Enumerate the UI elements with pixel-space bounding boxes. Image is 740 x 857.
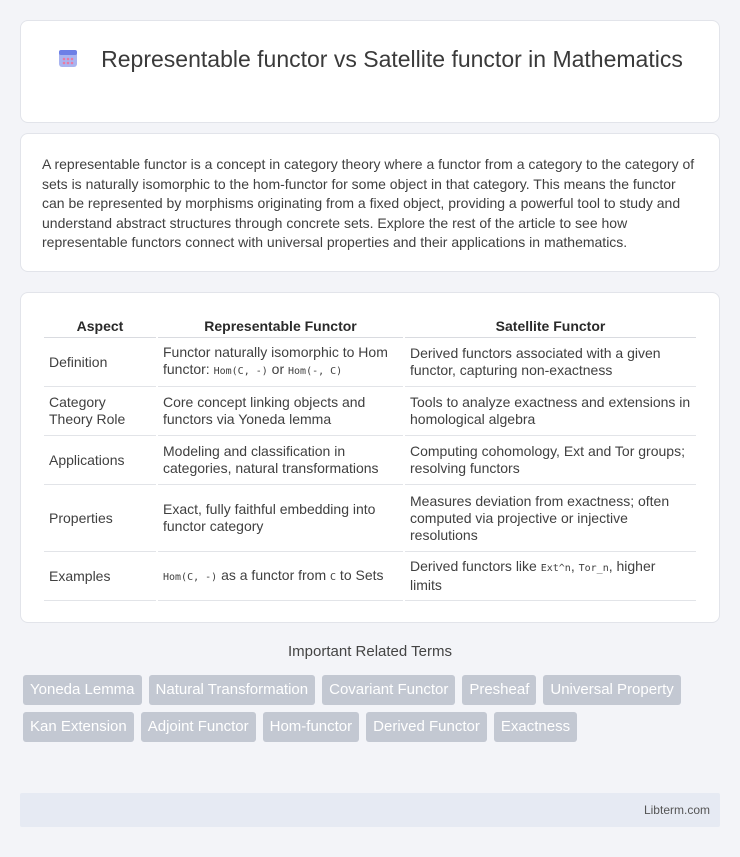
column-header-aspect: Aspect xyxy=(44,316,156,338)
tag-kan-extension[interactable]: Kan Extension xyxy=(23,712,134,742)
related-terms-heading: Important Related Terms xyxy=(288,643,452,660)
column-header-representable: Representable Functor xyxy=(158,316,403,338)
table-header-row xyxy=(44,316,696,338)
satellite-cell: Measures deviation from exactness; often computed via projective or injective resolutions xyxy=(405,485,696,552)
column-header-satellite: Satellite Functor xyxy=(405,316,696,338)
cell-text: or xyxy=(267,361,289,377)
footer-site-link[interactable]: Libterm.com xyxy=(643,803,710,817)
tag-hom-functor[interactable]: Hom-functor xyxy=(263,712,360,742)
aspect-cell: Applications xyxy=(44,436,156,485)
satellite-cell: Tools to analyze exactness and extensions in homological algebra xyxy=(405,387,696,436)
aspect-cell: Examples xyxy=(44,552,156,601)
tag-presheaf[interactable]: Presheaf xyxy=(462,675,536,705)
table-row xyxy=(44,552,696,601)
page-title: Representable functor vs Satellite functor in Mathematics xyxy=(101,46,683,72)
table-row xyxy=(44,485,696,552)
code-text: Hom(C, -) xyxy=(163,571,218,583)
related-terms-list xyxy=(23,675,713,742)
title-card xyxy=(20,20,720,123)
code-text: Tor_n xyxy=(578,563,609,574)
cell-text: , xyxy=(570,558,579,574)
tag-exactness[interactable]: Exactness xyxy=(494,712,577,742)
page-title-row xyxy=(21,45,719,74)
tag-covariant-functor[interactable]: Covariant Functor xyxy=(322,675,455,705)
aspect-cell: Category Theory Role xyxy=(44,387,156,436)
tag-natural-transformation[interactable]: Natural Transformation xyxy=(149,675,316,705)
intro-card xyxy=(20,133,720,272)
satellite-cell: Derived functors associated with a given functor, capturing non-exactness xyxy=(405,338,696,387)
footer-bar xyxy=(20,793,720,827)
code-text: Hom(-, C) xyxy=(288,366,343,377)
calendar-icon xyxy=(57,47,79,69)
code-text: C xyxy=(330,571,337,583)
cell-text: as a functor from xyxy=(217,566,331,583)
representable-cell xyxy=(158,338,403,387)
comparison-table xyxy=(42,316,698,601)
table-row xyxy=(44,387,696,436)
table-row xyxy=(44,436,696,485)
code-text: Hom(C, -) xyxy=(213,366,268,377)
aspect-cell: Definition xyxy=(44,338,156,387)
representable-cell: Exact, fully faithful embedding into functor category xyxy=(158,485,403,552)
satellite-cell xyxy=(405,552,696,601)
tag-derived-functor[interactable]: Derived Functor xyxy=(366,712,487,742)
cell-text: , higher limits xyxy=(410,558,656,593)
tag-yoneda-lemma[interactable]: Yoneda Lemma xyxy=(23,675,142,705)
intro-paragraph: A representable functor is a concept in category theory where a functor from a category to the category of sets is naturally isomorphic to the hom-functor for some object in that category. This means the functor can be represented by morphisms originating from a fixed object, providing a powerful tool to study and understand abstract structures through concrete sets. Explore the rest of the article to see how representable functors connect with universal properties and their applications in mathematics. xyxy=(42,156,695,251)
representable-cell: Modeling and classification in categories, natural transformations xyxy=(158,436,403,485)
tag-adjoint-functor[interactable]: Adjoint Functor xyxy=(141,712,256,742)
table-row xyxy=(44,338,696,387)
tag-universal-property[interactable]: Universal Property xyxy=(543,675,680,705)
cell-text: Functor naturally isomorphic to Hom functor: xyxy=(163,344,388,377)
satellite-cell: Computing cohomology, Ext and Tor groups; resolving functors xyxy=(405,436,696,485)
aspect-cell: Properties xyxy=(44,485,156,552)
code-text: Ext^n xyxy=(540,563,571,574)
comparison-card xyxy=(20,292,720,623)
representable-cell: Core concept linking objects and functors via Yoneda lemma xyxy=(158,387,403,436)
cell-text: to Sets xyxy=(336,566,384,583)
representable-cell xyxy=(158,552,403,601)
cell-text: Derived functors like xyxy=(410,558,541,574)
